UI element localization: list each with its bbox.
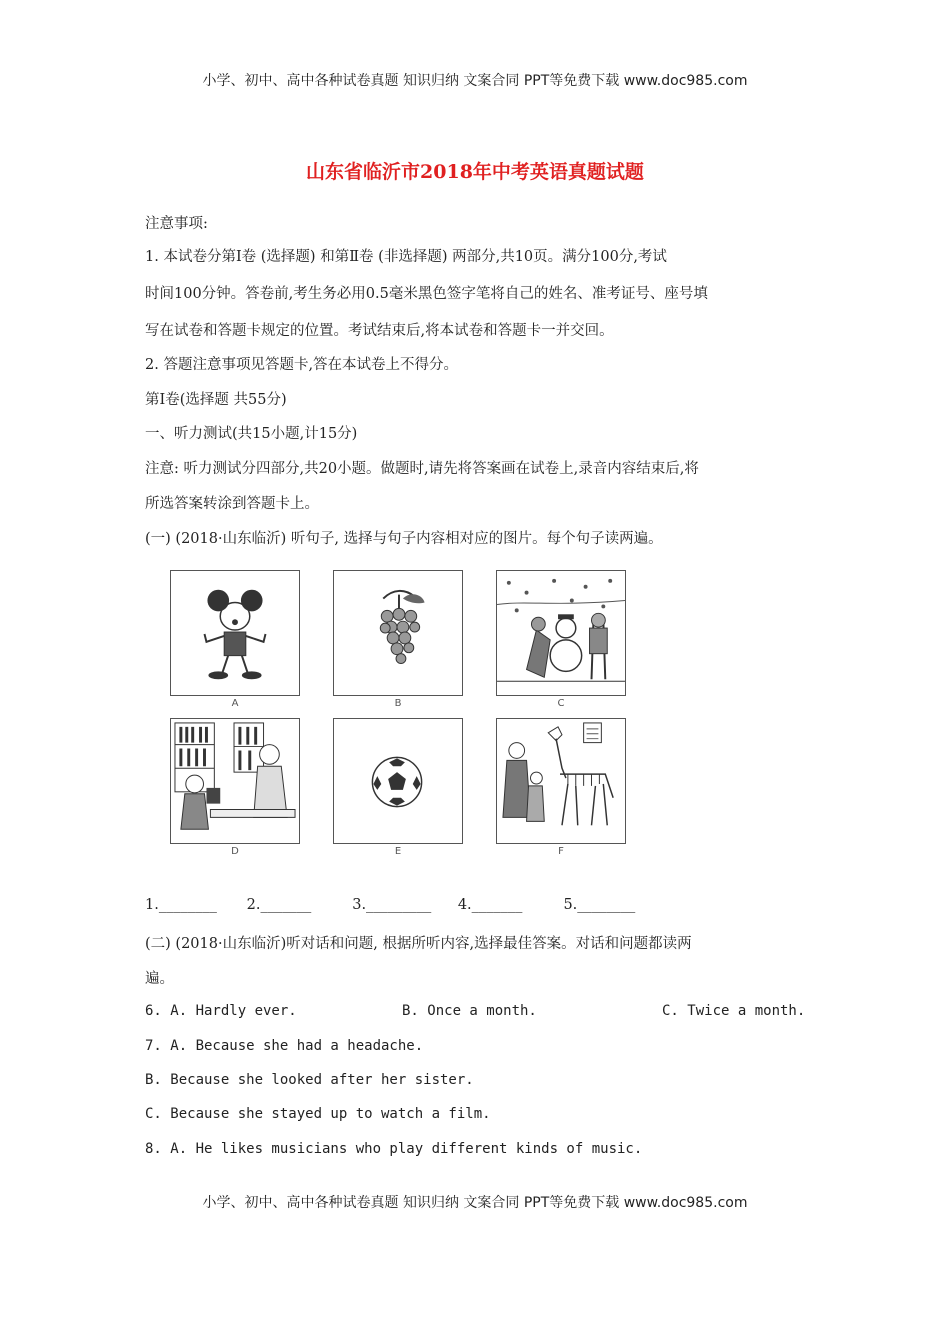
question-8-option-a: 8. A. He likes musicians who play different kinds of music. (145, 1141, 643, 1157)
page-header: 小学、初中、高中各种试卷真题 知识归纳 文案合同 PPT等免费下载 www.doc985.com (202, 73, 748, 89)
mickey-mouse-icon (171, 571, 299, 695)
picture-a-label: A (231, 698, 239, 709)
picture-d-label: D (231, 846, 239, 857)
page-footer: 小学、初中、高中各种试卷真题 知识归纳 文案合同 PPT等免费下载 www.doc985.com (202, 1195, 748, 1211)
answer-blank-4[interactable]: 4._______ (457, 897, 523, 913)
question-7-option-a: 7. A. Because she had a headache. (145, 1038, 424, 1054)
sub-section-2-instruction: (二) (2018·山东临沂)听对话和问题, 根据所听内容,选择最佳答案。对话和问题都读两 (145, 936, 692, 952)
listening-note-1: 注意: 听力测试分四部分,共20小题。做题时,请先将答案画在试卷上,录音内容结束后,将 (145, 461, 699, 477)
page-title: 山东省临沂市2018年中考英语真题试题 (306, 161, 644, 183)
part1-heading: 第Ⅰ卷(选择题 共55分) (145, 392, 287, 408)
question-7-option-b: B. Because she looked after her sister. (145, 1072, 474, 1088)
picture-a (170, 570, 300, 696)
picture-c-label: C (557, 698, 565, 709)
answer-blanks (145, 897, 663, 913)
snowman-scene-icon (497, 571, 625, 695)
answer-blank-2[interactable]: 2._______ (246, 897, 312, 913)
picture-e (333, 718, 463, 844)
museum-dinosaur-icon (497, 719, 625, 843)
question-6-option-a: 6. A. Hardly ever. (145, 1003, 297, 1019)
picture-c (496, 570, 626, 696)
section1-heading: 一、听力测试(共15小题,计15分) (145, 426, 358, 442)
grapes-icon (334, 571, 462, 695)
picture-b-label: B (394, 698, 402, 709)
notes-line-3: 写在试卷和答题卡规定的位置。考试结束后,将本试卷和答题卡一并交回。 (145, 323, 614, 339)
library-scene-icon (171, 719, 299, 843)
notes-line-2: 时间100分钟。答卷前,考生务必用0.5毫米黑色签字笔将自己的姓名、准考证号、座号填 (145, 286, 708, 302)
sub-section-1-instruction: (一) (2018·山东临沂) 听句子, 选择与句子内容相对应的图片。每个句子读两遍。 (145, 531, 663, 547)
question-7-option-c: C. Because she stayed up to watch a film. (145, 1106, 491, 1122)
sub-section-2-instruction-cont: 遍。 (145, 971, 174, 987)
answer-blank-1[interactable]: 1.________ (145, 897, 217, 913)
notes-heading: 注意事项: (145, 216, 208, 232)
notes-line-1: 1. 本试卷分第Ⅰ卷 (选择题) 和第Ⅱ卷 (非选择题) 两部分,共10页。满分100分,考试 (145, 249, 667, 265)
picture-b (333, 570, 463, 696)
picture-d (170, 718, 300, 844)
picture-e-label: E (394, 846, 402, 857)
answer-blank-5[interactable]: 5.________ (563, 897, 636, 913)
soccer-ball-icon (334, 719, 462, 843)
question-6-option-c: C. Twice a month. (662, 1003, 806, 1019)
notes-line-4: 2. 答题注意事项见答题卡,答在本试卷上不得分。 (145, 357, 459, 373)
listening-note-2: 所选答案转涂到答题卡上。 (145, 496, 319, 512)
picture-f (496, 718, 626, 844)
question-6-option-b: B. Once a month. (402, 1003, 537, 1019)
answer-blank-3[interactable]: 3._________ (352, 897, 432, 913)
picture-f-label: F (558, 846, 564, 857)
